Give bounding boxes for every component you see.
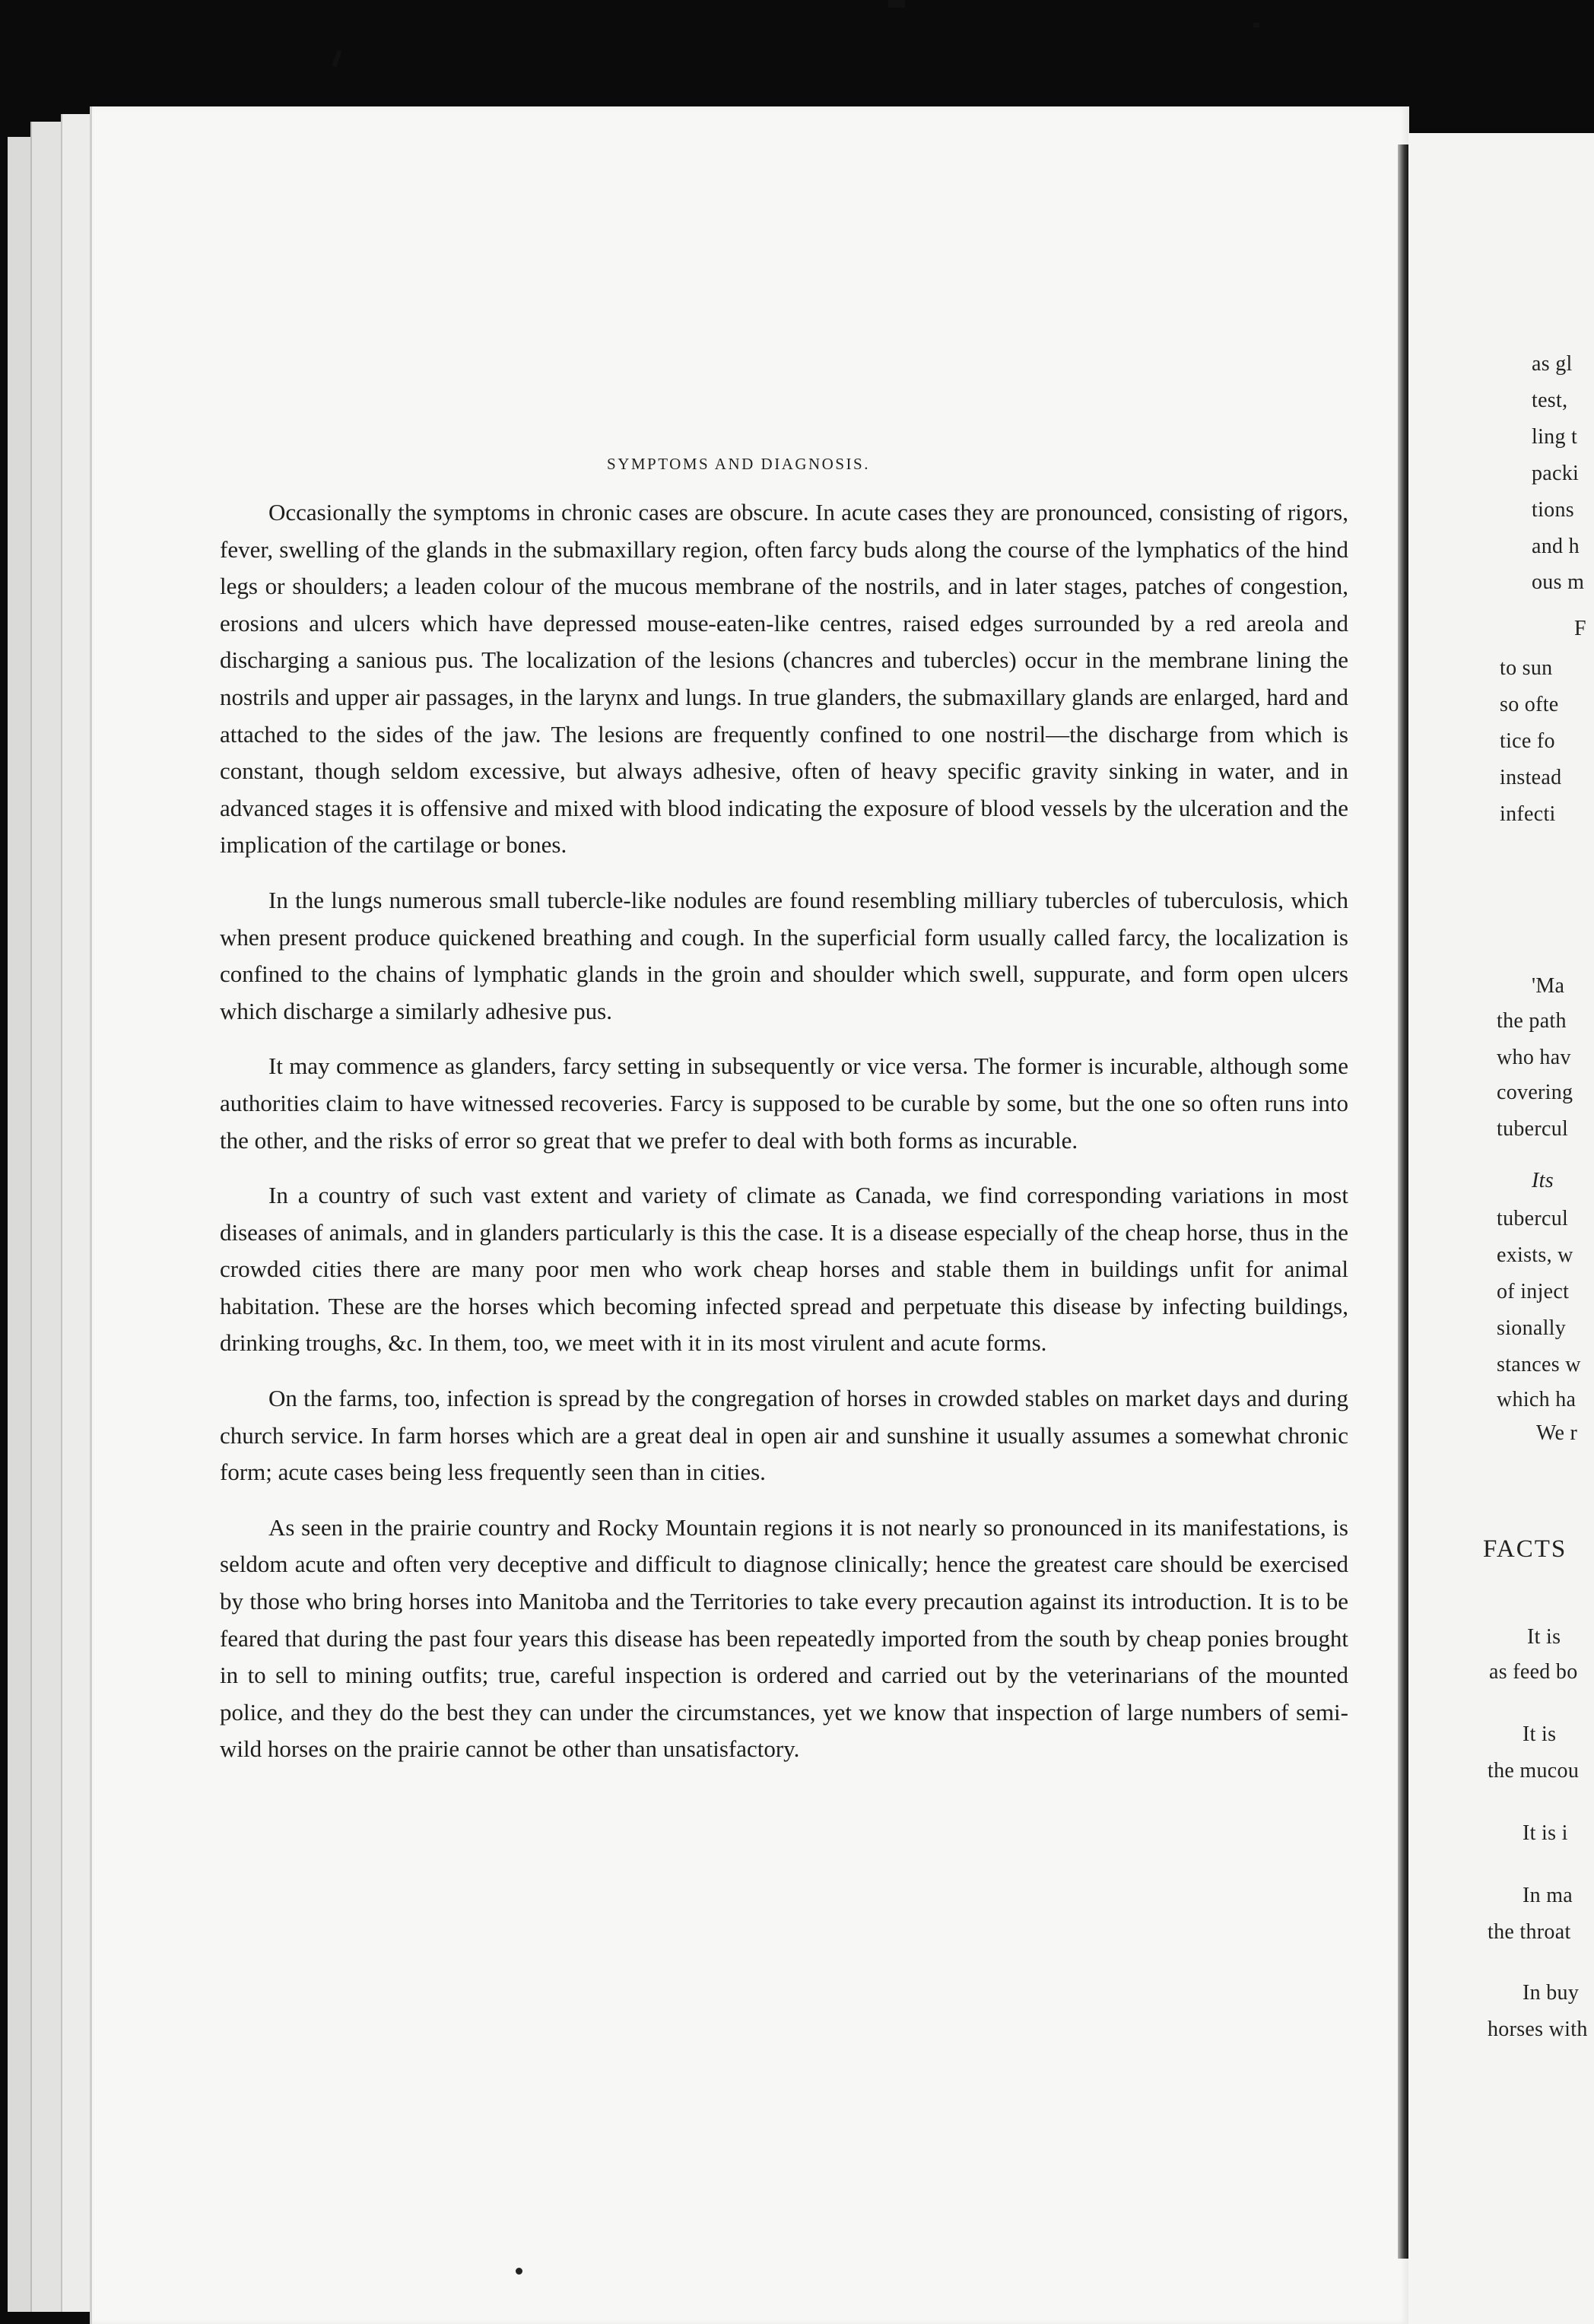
facing-line: the mucou (1488, 1759, 1580, 1783)
paragraph: As seen in the prairie country and Rocky Mountain regions it is not nearly so pronounced in its manifestations, is seldom acute and often very deceptive and difficult to diagnose clinically; hence the greatest care should be exercised by those who bring horses into Manitoba and the Territories to take every precaution against its introduction. It is to be feared that during the past four years this disease has been repeatedly imported from the south by cheap ponies brought in to sell to mining outfits; true, careful inspection is ordered and carried out by the veterinarians of the mounted police, and they do the best they can under the circumstances, yet we know that inspection of large numbers of semi-wild horses on the prairie cannot be other than unsatisfactory. (220, 1513, 1348, 1763)
dust-speck (1253, 23, 1259, 27)
facing-line: ous m (1532, 570, 1585, 594)
facing-line: test, (1532, 389, 1568, 412)
facing-line: infecti (1500, 802, 1556, 826)
facing-line: instead (1500, 766, 1562, 789)
paragraph: In the lungs numerous small tubercle-like nodules are found resembling milliary tubercles of tuberculosis, which when present produce quickened breathing and cough. In the superficial form usually called farcy, the localization is confined to the chains of lymphatic glands in the groin and shoulder which swell, suppurate, and form open ulcers which discharge a similarly adhesive pus. (220, 886, 1348, 1024)
facing-page (1408, 133, 1594, 2324)
facing-line: of inject (1497, 1280, 1570, 1303)
facing-line: as feed bo (1489, 1660, 1578, 1684)
facing-line: horses with (1488, 2018, 1588, 2041)
facing-line: We r (1536, 1421, 1578, 1445)
facing-line: tubercul (1497, 1207, 1569, 1230)
facing-line: which ha (1497, 1388, 1577, 1411)
facing-line: to sun (1500, 656, 1553, 680)
facing-line: Its (1532, 1169, 1554, 1192)
paragraph: In a country of such vast extent and variety of climate as Canada, we find corresponding variations in most diseases of animals, and in glanders particularly is this the case. It is a disease especially of the cheap horse, thus in the crowded cities there are many poor men who work cheap horses and stable them in buildings unfit for animal habitation. These are the horses which becoming infected spread and perpetuate this disease by infecting buildings, drinking troughs, &c. In them, too, we meet with it in its most virulent and acute forms. (220, 1182, 1348, 1357)
facing-line: the throat (1488, 1920, 1571, 1944)
facing-line: 'Ma (1532, 974, 1565, 998)
facing-line: tice fo (1500, 729, 1555, 753)
book-page (90, 106, 1409, 2324)
facing-line: In buy (1523, 1981, 1580, 2005)
facing-line: as gl (1532, 352, 1573, 376)
paragraph: On the farms, too, infection is spread by the congregation of horses in crowded stables on market days and during church service. In farm horses which are a great deal in open air and sunshine it usually assumes a somewhat chronic form; acute cases being less frequently seen than in cities. (220, 1385, 1348, 1486)
book-gutter (1398, 144, 1408, 2259)
facing-line: F (1574, 617, 1586, 640)
facing-line: who hav (1497, 1046, 1571, 1069)
ink-dot (516, 2268, 522, 2275)
facing-heading: FACTS (1483, 1535, 1567, 1563)
running-head: SYMPTOMS AND DIAGNOSIS. (607, 455, 870, 473)
facing-line: exists, w (1497, 1243, 1573, 1267)
facing-line: packi (1532, 462, 1580, 485)
facing-line: It is i (1523, 1821, 1568, 1845)
facing-line: covering (1497, 1081, 1573, 1104)
facing-line: the path (1497, 1009, 1567, 1033)
paragraph: It may commence as glanders, farcy setting in subsequently or vice versa. The former is incurable, although some authorities claim to have witnessed recoveries. Farcy is supposed to be curable by some, but the one so often runs into the other, and the risks of error so great that we prefer to deal with both forms as incurable. (220, 1052, 1348, 1154)
paragraph: Occasionally the symptoms in chronic cases are obscure. In acute cases they are pronounced, consisting of rigors, fever, swelling of the glands in the submaxillary region, often farcy buds along the course of the lymphatics of the hind legs or shoulders; a leaden colour of the mucous membrane of the nostrils, and in later stages, patches of congestion, erosions and ulcers which have depressed mouse-eaten-like centres, raised edges surrounded by a red areola and discharging a sanious pus. The localization of the lesions (chancres and tubercles) occur in the membrane lining the nostrils and upper air passages, in the larynx and lungs. In true glanders, the submaxillary glands are enlarged, hard and attached to the sides of the jaw. The lesions are frequently confined to one nostril—the discharge from which is constant, though seldom excessive, but always adhesive, often of heavy specific gravity sinking in water, and in advanced stages it is offensive and mixed with blood indicating the exposure of blood vessels by the ulceration and the implication of the cartilage or bones. (220, 499, 1348, 859)
facing-line: In ma (1523, 1884, 1573, 1907)
facing-line: It is (1523, 1722, 1557, 1746)
dust-speck (332, 50, 341, 68)
facing-line: sionally (1497, 1316, 1567, 1340)
facing-line: ling t (1532, 425, 1578, 449)
facing-line: so ofte (1500, 693, 1559, 716)
facing-line: stances w (1497, 1353, 1581, 1376)
facing-line: It is (1527, 1625, 1561, 1649)
page-body (220, 494, 1348, 1786)
facing-line: tubercul (1497, 1117, 1569, 1141)
facing-line: tions (1532, 498, 1574, 522)
facing-line: and h (1532, 535, 1580, 558)
dust-speck (888, 0, 905, 8)
